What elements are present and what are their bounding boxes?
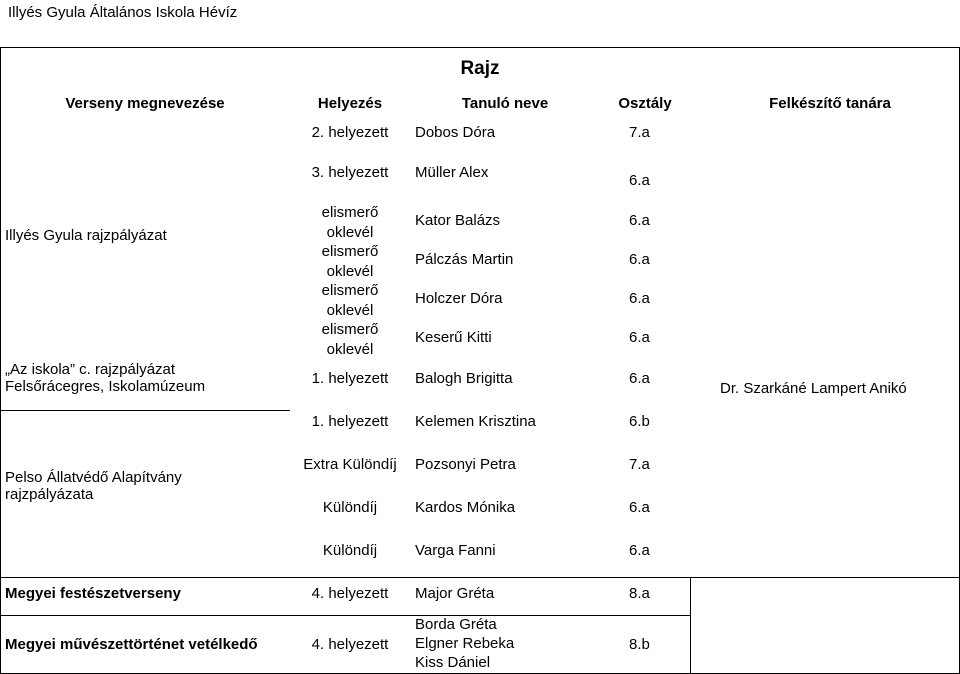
class-cell: 8.a bbox=[629, 585, 650, 602]
place-cell: 2. helyezett bbox=[311, 124, 389, 141]
student-name-cell: Borda Gréta Elgner Rebeka Kiss Dániel bbox=[415, 616, 515, 671]
student-name-cell: Kator Balázs bbox=[415, 212, 501, 229]
competition-name: Illyés Gyula rajzpályázat bbox=[5, 227, 167, 244]
student-name-cell: Keserű Kitti bbox=[415, 329, 492, 346]
place-cell: Különdíj bbox=[322, 499, 378, 516]
student-name-cell: Pálczás Martin bbox=[415, 251, 514, 268]
student-name-cell: Kelemen Krisztina bbox=[415, 413, 536, 430]
place-cell: Különdíj bbox=[322, 542, 378, 559]
student-name-cell: Varga Fanni bbox=[415, 542, 496, 559]
place-cell: elismerő oklevél bbox=[321, 204, 379, 241]
class-cell: 7.a bbox=[629, 124, 650, 141]
competition-location: Felsőrácegres, Iskolamúzeum bbox=[5, 378, 206, 395]
class-cell: 6.a bbox=[629, 290, 650, 307]
table-title: Rajz bbox=[460, 58, 500, 79]
class-cell: 8.b bbox=[629, 636, 650, 653]
competition-name: Megyei festészetverseny bbox=[5, 585, 181, 602]
column-header-competition: Verseny megnevezése bbox=[65, 95, 225, 112]
student-name-cell: Kardos Mónika bbox=[415, 499, 516, 516]
column-header-student: Tanuló neve bbox=[461, 95, 549, 112]
teacher-name: Dr. Szarkáné Lampert Anikó bbox=[720, 380, 907, 397]
place-cell: Extra Különdíj bbox=[303, 456, 397, 473]
column-header-teacher: Felkészítő tanára bbox=[769, 95, 891, 112]
class-cell: 6.a bbox=[629, 329, 650, 346]
place-cell: 1. helyezett bbox=[311, 413, 389, 430]
student-name-cell: Holczer Dóra bbox=[415, 290, 503, 307]
class-cell: 6.a bbox=[629, 370, 650, 387]
student-name-cell: Balogh Brigitta bbox=[415, 370, 513, 387]
student-name-cell: Major Gréta bbox=[415, 585, 495, 602]
place-cell: 4. helyezett bbox=[311, 585, 389, 602]
competition-name: „Az iskola” c. rajzpályázat bbox=[5, 361, 176, 378]
student-name-cell: Müller Alex bbox=[415, 164, 489, 181]
place-cell: elismerő oklevél bbox=[321, 282, 379, 319]
class-cell: 6.a bbox=[629, 542, 650, 559]
class-cell: 6.a bbox=[629, 251, 650, 268]
place-cell: elismerő oklevél bbox=[321, 321, 379, 358]
competition-name: Megyei művészettörténet vetélkedő bbox=[5, 636, 258, 653]
class-cell: 6.a bbox=[629, 499, 650, 516]
place-cell: 4. helyezett bbox=[311, 636, 389, 653]
place-cell: 1. helyezett bbox=[311, 370, 389, 387]
school-name: Illyés Gyula Általános Iskola Hévíz bbox=[8, 4, 238, 21]
student-name-cell: Pozsonyi Petra bbox=[415, 456, 516, 473]
class-cell: 7.a bbox=[629, 456, 650, 473]
competition-name: Pelso Állatvédő Alapítvány bbox=[5, 469, 182, 486]
place-cell: elismerő oklevél bbox=[321, 243, 379, 280]
place-cell: 3. helyezett bbox=[311, 164, 389, 181]
class-cell: 6.b bbox=[629, 413, 650, 430]
class-cell: 6.a bbox=[629, 172, 650, 189]
column-header-class: Osztály bbox=[618, 95, 672, 112]
student-name-cell: Dobos Dóra bbox=[415, 124, 496, 141]
class-cell: 6.a bbox=[629, 212, 650, 229]
column-header-place: Helyezés bbox=[317, 95, 383, 112]
competition-name-continued: rajzpályázata bbox=[5, 486, 94, 503]
